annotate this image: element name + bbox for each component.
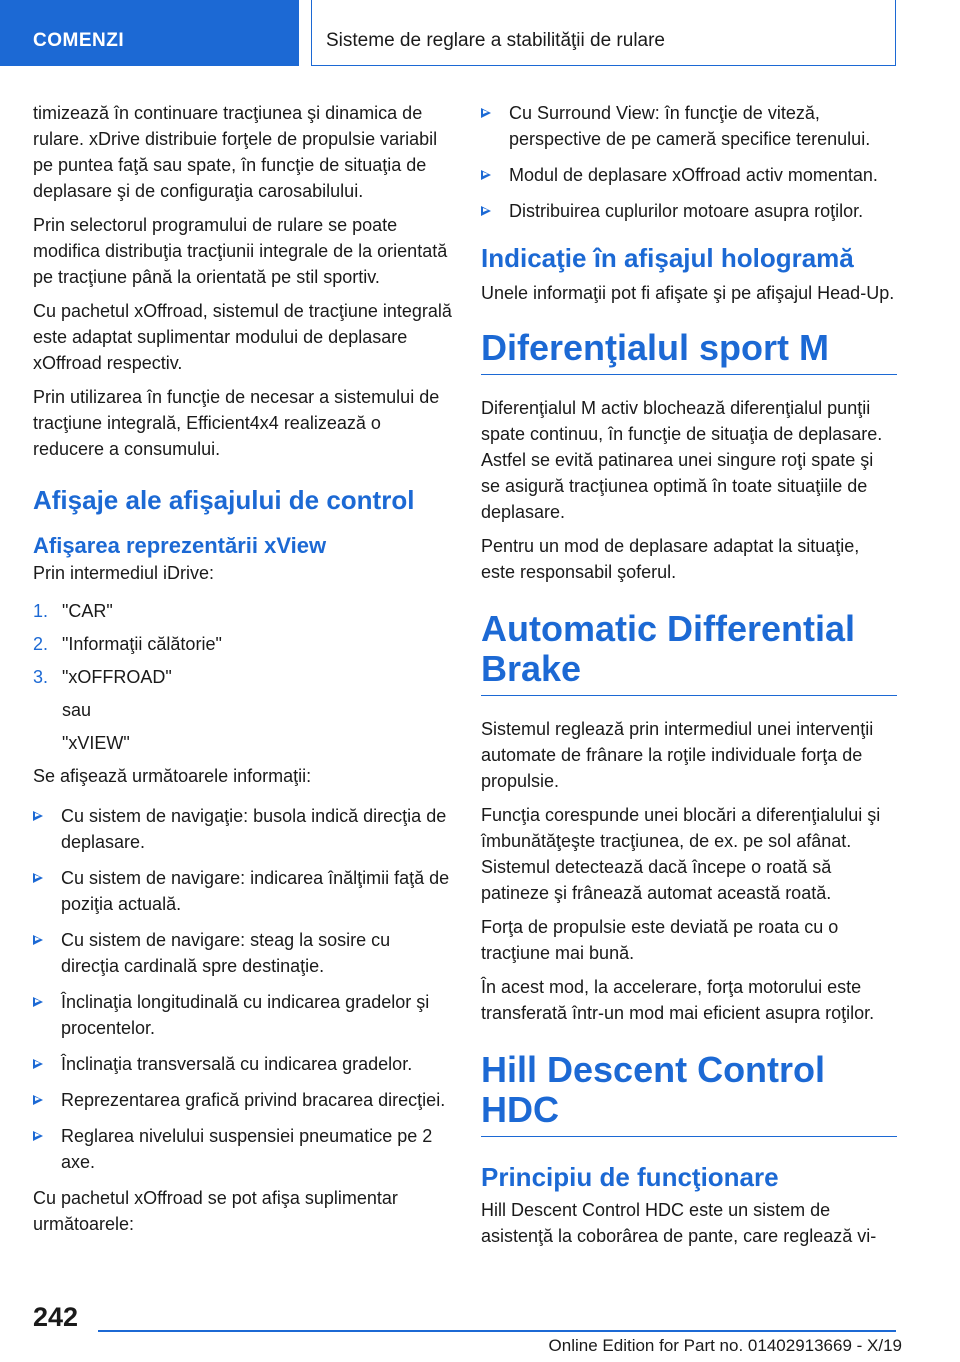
heading-hud: Indicaţie în afişajul hologramă [481, 243, 854, 273]
idrive-lead: Prin intermediul iDrive: [33, 563, 215, 583]
triangle-bullet-icon [33, 873, 43, 883]
list-item [481, 198, 897, 224]
page-header [0, 0, 960, 66]
triangle-bullet-icon [481, 108, 491, 118]
chapter-title: Sisteme de reglare a stabilităţii de rulare [311, 0, 896, 66]
diff-paragraph: Pentru un mod de deplasare adaptat la situaţie, este responsabil şoferul. [481, 536, 860, 582]
heading-principle: Principiu de funcţionare [481, 1162, 779, 1192]
heading-xview: Afişarea reprezentării xView [33, 533, 327, 558]
info-bullet-list [33, 803, 453, 1175]
bullet-text: Cu sistem de navigaţie: busola indică direcţia de deplasare. [61, 806, 447, 852]
heading-hdc: Hill Descent Control HDC [481, 1050, 897, 1137]
heading-adb: Automatic Differential Brake [481, 609, 897, 696]
step-number: 3. [33, 667, 49, 687]
heading-m-sport-differential: Diferenţialul sport M [481, 328, 897, 375]
hud-paragraph: Unele informaţii pot fi afişate şi pe afişajul Head-Up. [481, 283, 895, 303]
bullet-text: Reglarea nivelului suspensiei pneumatice pe 2 axe. [61, 1126, 433, 1172]
intro-paragraph: timizează în continuare tracţiunea şi dinamica de rulare. xDrive distribuie forţele de propulsie variabil pe puntea faţă sau spate, în funcţie de situaţia de deplasare şi de configuraţia carosabilului. [33, 103, 438, 201]
page-number: 242 [33, 1302, 79, 1332]
left-column [33, 100, 453, 1245]
footer-divider [98, 1330, 896, 1332]
info-lead: Se afişează următoarele informaţii: [33, 766, 312, 786]
triangle-bullet-icon [481, 170, 491, 180]
edition-note: Online Edition for Part no. 01402913669 - X/19 [548, 1336, 902, 1355]
step-number: 1. [33, 601, 49, 621]
section-tab: COMENZI [0, 0, 299, 66]
list-item [481, 100, 897, 152]
bullet-text: Modul de deplasare xOffroad activ momentan. [509, 165, 878, 185]
triangle-bullet-icon [33, 1131, 43, 1141]
bullet-text: Înclinaţia transversală cu indicarea gradelor. [61, 1054, 413, 1074]
intro-paragraph: Prin utilizarea în funcţie de necesar a sistemului de tracţiune integrală, Efficient4x4 realizează o reducere a consumului. [33, 387, 440, 459]
bullet-text: Reprezentarea grafică privind bracarea direcţiei. [61, 1090, 446, 1110]
list-item [33, 1123, 453, 1175]
bullet-text: Cu sistem de navigare: steag la sosire cu direcţia cardinală spre destinaţie. [61, 930, 391, 976]
hdc-paragraph: Hill Descent Control HDC este un sistem de asistenţă la coborârea de pante, care reglează vi- [481, 1200, 877, 1246]
step-item [33, 664, 453, 690]
triangle-bullet-icon [33, 811, 43, 821]
xoffroad-bullet-list [481, 100, 897, 224]
step-or: sau [62, 700, 92, 720]
intro-paragraph: Prin selectorul programului de rulare se poate modifica distribuţia tracţiunii integrale de la orientată pe tracţiune până la orientată pe stil sportiv. [33, 215, 448, 287]
xoffroad-lead: Cu pachetul xOffroad se pot afişa suplimentar următoarele: [33, 1188, 398, 1234]
triangle-bullet-icon [33, 1095, 43, 1105]
step-alternative: "xVIEW" [62, 733, 130, 753]
list-item [33, 927, 453, 979]
intro-paragraph: Cu pachetul xOffroad, sistemul de tracţiune integrală este adaptat suplimentar modului de deplasare xOffroad respectiv. [33, 301, 452, 373]
list-item [33, 865, 453, 917]
list-item [33, 1087, 453, 1113]
right-column [481, 100, 897, 1257]
step-item [33, 631, 453, 657]
adb-paragraph: În acest mod, la accelerare, forţa motorului este transferată într-un mod mai eficient asupra roţilor. [481, 977, 875, 1023]
bullet-text: Cu Surround View: în funcţie de viteză, perspective de pe cameră specifice terenului. [509, 103, 871, 149]
list-item [33, 989, 453, 1041]
adb-paragraph: Funcţia corespunde unei blocări a diferenţialului şi îmbunătăţeşte tracţiunea, de ex. pe sol afânat. Sistemul detectează dacă începe o roată să patineze şi frânează automat această roată. [481, 805, 881, 903]
adb-paragraph: Forţa de propulsie este deviată pe roata cu o tracţiune mai bună. [481, 917, 839, 963]
adb-paragraph: Sistemul reglează prin intermediul unei intervenţii automate de frânare la roţile individuale forţa de propulsie. [481, 719, 874, 791]
triangle-bullet-icon [33, 1059, 43, 1069]
list-item [33, 1051, 453, 1077]
bullet-text: Distribuirea cuplurilor motoare asupra roţilor. [509, 201, 864, 221]
triangle-bullet-icon [481, 206, 491, 216]
list-item [481, 162, 897, 188]
step-number: 2. [33, 634, 49, 654]
step-list [33, 598, 453, 690]
step-text: "CAR" [62, 601, 113, 621]
step-item [33, 598, 453, 624]
bullet-text: Înclinaţia longitudinală cu indicarea gradelor şi procentelor. [61, 992, 430, 1038]
step-text: "xOFFROAD" [62, 667, 172, 687]
page-footer [0, 1290, 960, 1362]
triangle-bullet-icon [33, 935, 43, 945]
bullet-text: Cu sistem de navigare: indicarea înălţimii faţă de poziţia actuală. [61, 868, 450, 914]
diff-paragraph: Diferenţialul M activ blochează diferenţialul punţii spate continuu, în funcţie de situaţia de deplasare. Astfel se evită patinarea unei singure roţi spate şi se asigură tracţiunea optimă în toate situaţiile de deplasare. [481, 398, 883, 522]
step-text: "Informaţii călătorie" [62, 634, 222, 654]
triangle-bullet-icon [33, 997, 43, 1007]
heading-control-display: Afişaje ale afişajului de control [33, 485, 415, 515]
list-item [33, 803, 453, 855]
